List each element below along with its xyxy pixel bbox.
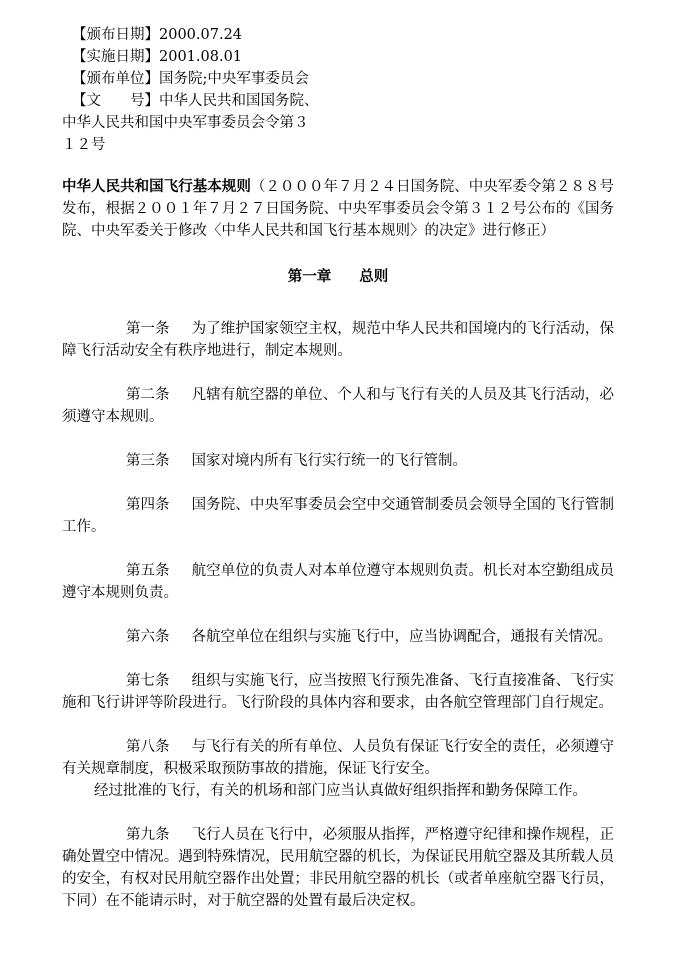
article-text: 航空单位的负责人对本单位遵守本规则负责。机长对本空勤组成员遵守本规则负责。 xyxy=(62,563,614,601)
article xyxy=(62,626,614,648)
chapter-number: 第一章 xyxy=(287,268,332,285)
article-number: 第三条 xyxy=(126,453,170,469)
article-paragraph xyxy=(62,736,614,780)
effective-date: 【实施日期】2001.08.01 xyxy=(72,49,243,65)
article-text: 国务院、中央军事委员会空中交通管制委员会领导全国的飞行管制工作。 xyxy=(62,497,614,535)
article-list xyxy=(62,318,614,912)
article-text: 国家对境内所有飞行实行统一的飞行管制。 xyxy=(191,453,467,469)
article-paragraph xyxy=(62,494,614,538)
article xyxy=(62,494,614,538)
regulation-revision-note: （２０００年７月２４日国务院、中央军委令第２８８号发布，根据２００１年７月２７日国务院、中央军事委员会令第３１２号公布的《国务院、中央军委关于修改〈中华人民共和国飞行基本规则〉的决定》进行修正） xyxy=(62,179,615,239)
article-number: 第六条 xyxy=(126,629,170,645)
chapter-heading xyxy=(62,266,614,288)
document-number: 【文 号】中华人民共和国国务院、 xyxy=(72,93,319,109)
article xyxy=(62,670,614,714)
article-paragraph xyxy=(62,824,614,912)
regulation-intro xyxy=(62,176,614,242)
article xyxy=(62,560,614,604)
article-number: 第九条 xyxy=(126,827,170,843)
document-number-end: １２号 xyxy=(62,137,106,153)
chapter-name: 总则 xyxy=(359,268,389,285)
document-number-continued: 中华人民共和国中央军事委员会令第３ xyxy=(62,115,309,131)
article-text: 与飞行有关的所有单位、人员负有保证飞行安全的责任，必须遵守有关规章制度，积极采取预防事故的措施，保证飞行安全。 xyxy=(62,739,614,777)
article xyxy=(62,736,614,802)
article xyxy=(62,824,614,912)
regulation-title: 中华人民共和国飞行基本规则 xyxy=(62,178,251,195)
article-paragraph xyxy=(62,670,614,714)
article-paragraph xyxy=(62,626,614,648)
article xyxy=(62,384,614,428)
article-paragraph xyxy=(62,560,614,604)
article-number: 第四条 xyxy=(126,497,170,513)
article-text: 凡辖有航空器的单位、个人和与飞行有关的人员及其飞行活动，必须遵守本规则。 xyxy=(62,387,614,425)
article-number: 第七条 xyxy=(126,673,170,689)
article-number: 第一条 xyxy=(126,321,170,337)
article xyxy=(62,450,614,472)
article xyxy=(62,318,614,362)
document-metadata xyxy=(62,24,614,156)
issuing-authority: 【颁布单位】国务院;中央军事委员会 xyxy=(72,71,309,87)
article-text: 组织与实施飞行，应当按照飞行预先准备、飞行直接准备、飞行实施和飞行讲评等阶段进行。飞行阶段的具体内容和要求，由各航空管理部门自行规定。 xyxy=(62,673,614,711)
article-paragraph xyxy=(62,318,614,362)
article-text: 飞行人员在飞行中，必须服从指挥，严格遵守纪律和操作规程，正确处置空中情况。遇到特殊情况，民用航空器的机长，为保证民用航空器及其所载人员的安全，有权对民用航空器作出处置；非民用航空器的机长（或者单座航空器飞行员，下同）在不能请示时，对于航空器的处置有最后决定权。 xyxy=(62,827,614,909)
article-number: 第八条 xyxy=(126,739,170,755)
article-paragraph xyxy=(62,384,614,428)
article-paragraph xyxy=(62,450,614,472)
article-text: 各航空单位在组织与实施飞行中，应当协调配合，通报有关情况。 xyxy=(191,629,612,645)
article-text: 经过批准的飞行，有关的机场和部门应当认真做好组织指挥和勤务保障工作。 xyxy=(94,783,587,799)
article-number: 第二条 xyxy=(126,387,170,403)
article-text: 为了维护国家领空主权，规范中华人民共和国境内的飞行活动，保障飞行活动安全有秩序地进行，制定本规则。 xyxy=(62,321,614,359)
article-number: 第五条 xyxy=(126,563,170,579)
article-paragraph xyxy=(62,780,614,802)
publish-date: 【颁布日期】2000.07.24 xyxy=(72,27,243,43)
